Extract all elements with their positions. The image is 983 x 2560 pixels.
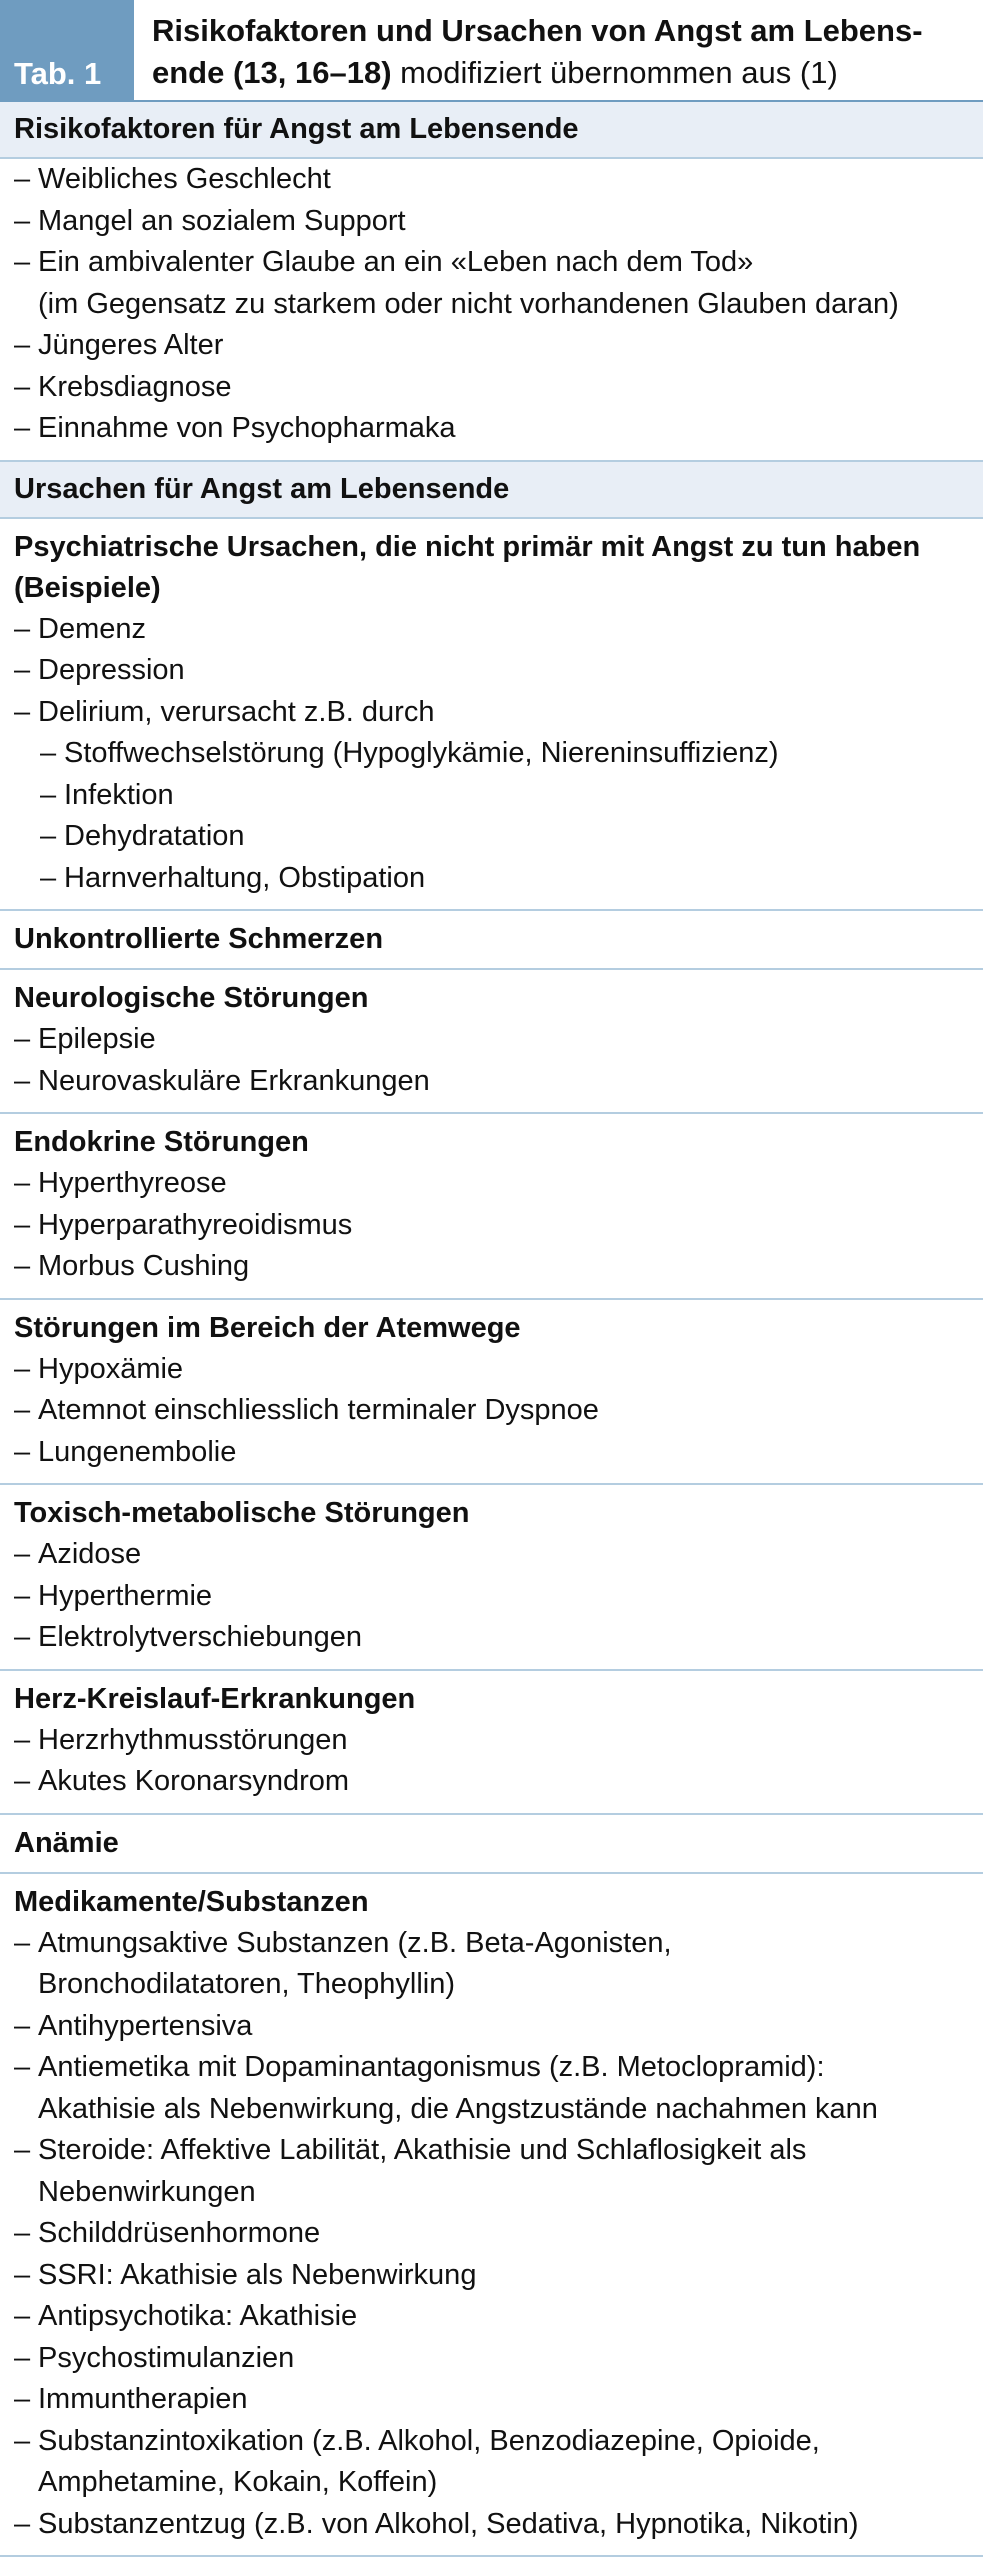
list-item: – Antihypertensiva <box>14 2006 969 2048</box>
table-label: Tab. 1 <box>0 0 134 100</box>
list-item: – Epilepsie <box>14 1019 969 1061</box>
list-item: – Akutes Koronarsyndrom <box>14 1761 969 1803</box>
list-item: – Elektrolytverschiebungen <box>14 1617 969 1659</box>
list-item: – Neurovaskuläre Erkrankungen <box>14 1061 969 1103</box>
list-item: – Lungenembolie <box>14 1432 969 1474</box>
psychiatric-section <box>0 519 983 912</box>
list-item: – Krebsdiagnose <box>14 367 969 409</box>
list-item: – Hyperthyreose <box>14 1163 969 1205</box>
list-item: – Ein ambivalenter Glaube an ein «Leben nach dem Tod» <box>14 242 969 284</box>
list-item: – Hyperthermie <box>14 1576 969 1618</box>
list-item: – Hyperparathyreoidismus <box>14 1205 969 1247</box>
resp-list <box>14 1349 969 1484</box>
list-item: – Azidose <box>14 1534 969 1576</box>
list-item-continuation: Bronchodilatatoren, Theophyllin) <box>38 1968 456 2000</box>
list-item: – Steroide: Affektive Labilität, Akathisie und Schlaflosigkeit als <box>14 2130 969 2172</box>
list-item: – Jüngeres Alter <box>14 325 969 367</box>
list-item: – Einnahme von Psychopharmaka <box>14 408 969 450</box>
neuro-title: Neurologische Störungen <box>14 982 369 1014</box>
resp-title: Störungen im Bereich der Atemwege <box>14 1311 521 1344</box>
table-title-bold: Risikofaktoren und Ursachen von Angst am Lebensende (13, 16–18) <box>152 13 923 90</box>
sub-list-item: – Harnverhaltung, Obstipation <box>14 858 969 900</box>
endo-section <box>0 1114 983 1300</box>
list-item-continuation: Amphetamine, Kokain, Koffein) <box>38 2466 438 2498</box>
table-title-rest: modifiziert übernommen aus (1) <box>391 55 838 90</box>
tox-section <box>0 1485 983 1671</box>
list-item: – Substanzintoxikation (z.B. Alkohol, Benzodiazepine, Opioide, <box>14 2421 969 2463</box>
list-item: – Demenz <box>14 609 969 651</box>
list-item: – Psychostimulanzien <box>14 2338 969 2380</box>
cardio-list <box>14 1720 969 1813</box>
table-title <box>134 0 983 100</box>
risk-factors-section <box>0 159 983 462</box>
list-item: – SSRI: Akathisie als Nebenwirkung <box>14 2255 969 2297</box>
list-item-continuation: (im Gegensatz zu starkem oder nicht vorhandenen Glauben daran) <box>38 287 899 320</box>
list-item-continuation: Nebenwirkungen <box>38 2175 256 2208</box>
pain-section <box>0 911 983 970</box>
anemia-section <box>0 1815 983 1874</box>
neuro-list <box>14 1019 969 1112</box>
cardio-section <box>0 1671 983 1815</box>
list-item: – Mangel an sozialem Support <box>14 201 969 243</box>
sub-list-item: – Dehydratation <box>14 816 969 858</box>
endo-list <box>14 1163 969 1298</box>
list-item: – Delirium, verursacht z.B. durch <box>14 692 969 734</box>
list-item: – Substanzentzug (z.B. von Alkohol, Sedativa, Hypnotika, Nikotin) <box>14 2504 969 2546</box>
causes-heading: Ursachen für Angst am Lebensende <box>0 462 983 519</box>
table-header <box>0 0 983 102</box>
list-item: – Hypoxämie <box>14 1349 969 1391</box>
meds-list <box>14 1923 969 2556</box>
list-item: – Atemnot einschliesslich terminaler Dyspnoe <box>14 1390 969 1432</box>
cardio-title: Herz-Kreislauf-Erkrankungen <box>14 1682 416 1715</box>
list-item: – Antiemetika mit Dopaminantagonismus (z.B. Metoclopramid): <box>14 2047 969 2089</box>
neuro-section <box>0 970 983 1114</box>
psychiatric-title: Psychiatrische Ursachen, die nicht primär mit Angst zu tun haben (Beispiele) <box>14 530 921 604</box>
tox-title: Toxisch-metabolische Störungen <box>14 1497 470 1529</box>
psychiatric-list <box>14 609 969 910</box>
resp-section <box>0 1300 983 1486</box>
list-item: – Depression <box>14 650 969 692</box>
risk-factors-list <box>14 159 969 460</box>
sub-list-item: – Stoffwechselstörung (Hypoglykämie, Niereninsuffizienz) <box>14 733 969 775</box>
list-item-continuation: Akathisie als Nebenwirkung, die Angstzustände nachahmen kann <box>38 2092 878 2125</box>
risk-factors-heading: Risikofaktoren für Angst am Lebensende <box>0 102 983 159</box>
list-item: – Schilddrüsenhormone <box>14 2213 969 2255</box>
list-item: – Antipsychotika: Akathisie <box>14 2296 969 2338</box>
meds-title: Medikamente/Substanzen <box>14 1885 369 1918</box>
tox-list <box>14 1534 969 1669</box>
list-item: – Herzrhythmusstörungen <box>14 1720 969 1762</box>
pain-title: Unkontrollierte Schmerzen <box>14 923 384 955</box>
anemia-title: Anämie <box>14 1826 119 1859</box>
list-item: – Morbus Cushing <box>14 1246 969 1288</box>
sub-list-item: – Infektion <box>14 775 969 817</box>
meds-section <box>0 1874 983 2558</box>
endo-title: Endokrine Störungen <box>14 1126 309 1158</box>
list-item: – Atmungsaktive Substanzen (z.B. Beta-Agonisten, <box>14 1923 969 1965</box>
list-item: – Immuntherapien <box>14 2379 969 2421</box>
list-item: – Weibliches Geschlecht <box>14 159 969 201</box>
